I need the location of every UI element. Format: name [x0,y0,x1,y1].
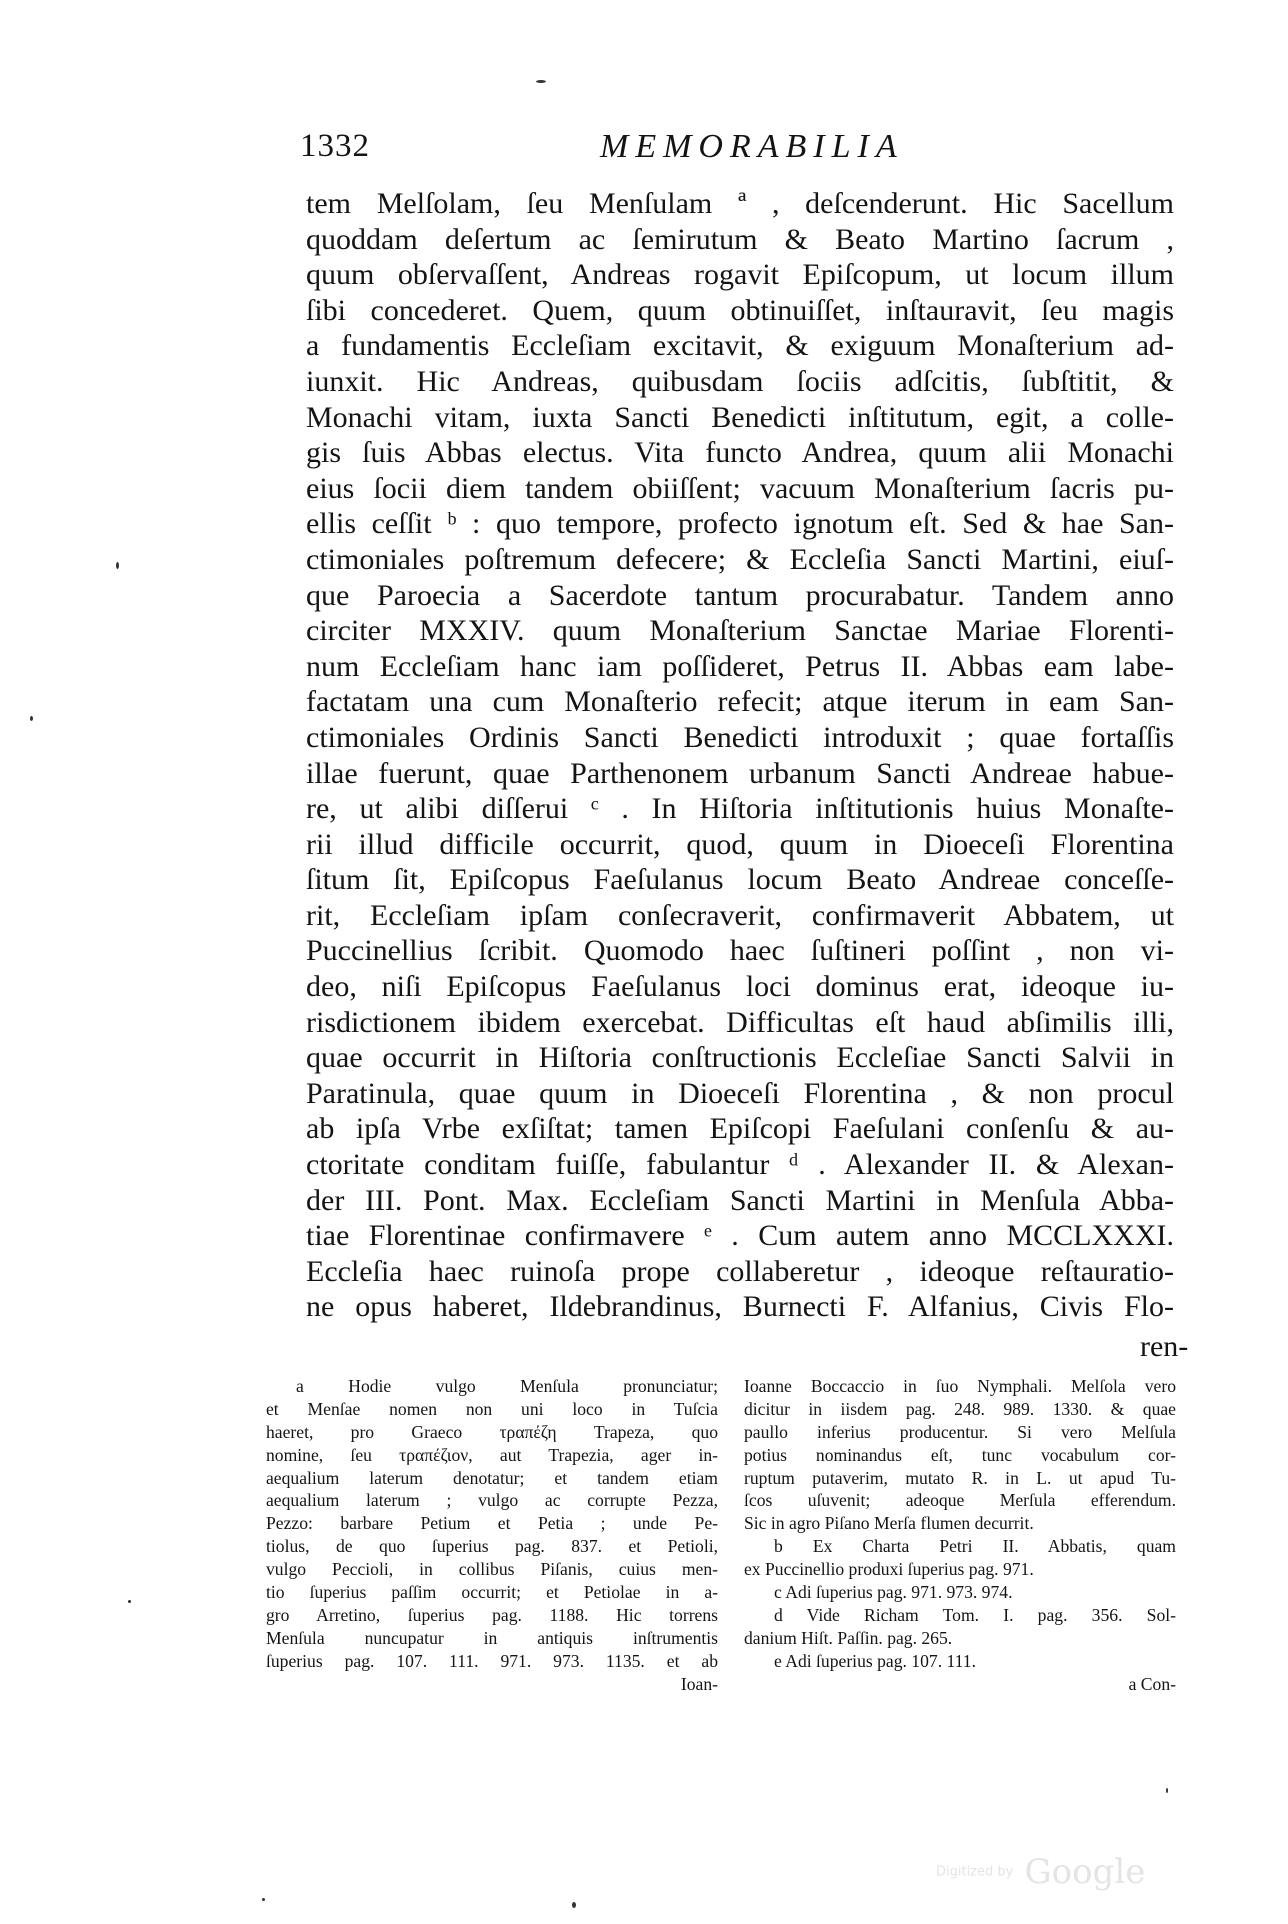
text-line: ctimoniales poſtremum defecere; & Eccleſia Sancti Martini, eiuſ- [306,542,1174,576]
text-line: tiae Florentinae confirmavere ᵉ . Cum autem anno MCCLXXXI. [306,1219,1174,1253]
text-line: tem Melſolam, ſeu Menſulam ª , deſcenderunt. Hic Sacellum [306,187,1174,220]
footnote-line: nomine, ſeu τραπέζιον, aut Trapezia, ager in- [266,1444,718,1465]
footnote-line: b Ex Charta Petri II. Abbatis, quam [774,1536,1176,1557]
footnote-line: dicitur in iisdem pag. 248. 989. 1330. & quae [744,1398,1176,1419]
text-line: ctimoniales Ordinis Sancti Benedicti introduxit ; quae fortaſſis [306,720,1174,754]
text-line: ab ipſa Vrbe exſiſtat; tamen Epiſcopi Faeſulani conſenſu & au- [306,1112,1174,1146]
text-line: num Eccleſiam hanc iam poſſideret, Petrus II. Abbas eam labe- [306,649,1174,683]
text-line: deo, niſi Epiſcopus Faeſulanus loci dominus erat, ideoque iu- [306,970,1174,1004]
text-line: a fundamentis Eccleſiam excitavit, & exiguum Monaſterium ad- [306,329,1174,363]
text-line: ellis ceſſit ᵇ : quo tempore, profecto ignotum eſt. Sed & hae San- [306,507,1174,541]
page-number: 1332 [300,128,370,164]
text-line: circiter MXXIV. quum Monaſterium Sanctae Mariae Florenti- [306,614,1174,648]
ink-speck [116,562,119,569]
footnote-line: potius nominandus eſt, tunc vocabulum cor- [744,1444,1176,1465]
text-line: Paratinula, quae quum in Dioeceſi Florentina , & non procul [306,1076,1174,1110]
footnote-line: aequalium laterum denotatur; et tandem etiam [266,1467,718,1488]
watermark-small-text: Digitized by [936,1864,1014,1880]
text-line: quoddam deſertum ac ſemirutum & Beato Martino ſacrum , [306,222,1174,256]
footnote-line: paullo inferius producentur. Si vero Melſula [744,1421,1176,1442]
ink-speck [536,80,546,83]
footnote-line: a Con- [1128,1673,1176,1694]
footnote-line: tio ſuperius paſſim occurrit; et Petiolae in a- [266,1582,718,1603]
footnote-line: ex Puccinellio produxi ſuperius pag. 971. [744,1559,1034,1580]
text-line: que Paroecia a Sacerdote tantum procurabatur. Tandem anno [306,578,1174,612]
text-line: rii illud difficile occurrit, quod, quum in Dioeceſi Florentina [306,827,1174,861]
watermark-logo-text: Google [1024,1852,1146,1892]
digitized-watermark [936,1852,1145,1892]
text-line: ſibi concederet. Quem, quum obtinuiſſet, inſtauravit, ſeu magis [306,293,1174,327]
text-line: eius ſocii diem tandem obiiſſent; vacuum Monaſterium ſacris pu- [306,471,1174,505]
footnote-line: a Hodie vulgo Menſula pronunciatur; [296,1376,718,1396]
footnote-line: ſuperius pag. 107. 111. 971. 973. 1135. et ab [266,1650,718,1671]
footnote-line: Sic in agro Piſano Merſa flumen decurrit. [744,1513,1034,1534]
footnotes-right-column [744,1375,1176,1695]
running-title: MEMORABILIA [600,128,904,165]
footnotes-left-column [266,1375,718,1695]
ink-speck [1166,1788,1168,1793]
text-line: factatam una cum Monaſterio refecit; atque iterum in eam San- [306,685,1174,719]
footnote-line: Pezzo: barbare Petium et Petia ; unde Pe- [266,1513,718,1534]
text-line: Eccleſia haec ruinoſa prope collaberetur , ideoque reſtauratio- [306,1254,1174,1288]
text-line: illae fuerunt, quae Parthenonem urbanum Sancti Andreae habue- [306,756,1174,790]
footnote-line: aequalium laterum ; vulgo ac corrupte Pezza, [266,1490,718,1511]
footnote-line: ſcos uſuvenit; adeoque Merſula efferendum. [744,1490,1176,1511]
text-line: Puccinellius ſcribit. Quomodo haec ſuſtineri poſſint , non vi- [306,934,1174,968]
page-header [300,128,1190,178]
text-line: quum obſervaſſent, Andreas rogavit Epiſcopum, ut locum illum [306,258,1174,292]
text-line: ctoritate conditam fuiſſe, fabulantur ᵈ . Alexander II. & Alexan- [306,1148,1174,1182]
text-line: iunxit. Hic Andreas, quibusdam ſociis adſcitis, ſubſtitit, & [306,364,1174,398]
ink-speck [572,1902,576,1908]
footnote-line: Menſula nuncupatur in antiquis inſtrumentis [266,1627,718,1648]
ink-speck [262,1898,265,1901]
ink-speck [30,716,33,721]
text-line: quae occurrit in Hiſtoria conſtructionis Eccleſiae Sancti Salvii in [306,1041,1174,1075]
text-line: re, ut alibi diſſerui ᶜ . In Hiſtoria inſtitutionis huius Monaſte- [306,792,1174,826]
text-line: gis ſuis Abbas electus. Vita functo Andrea, quum alii Monachi [306,436,1174,470]
text-line: Monachi vitam, iuxta Sancti Benedicti inſtitutum, egit, a colle- [306,400,1174,434]
footnote-line: Ioan- [680,1673,718,1694]
text-line: rit, Eccleſiam ipſam conſecraverit, confirmaverit Abbatem, ut [306,898,1174,932]
footnote-line: et Menſae nomen non uni loco in Tuſcia [266,1398,718,1419]
footnote-line: tiolus, de quo ſuperius pag. 837. et Petioli, [266,1536,718,1557]
footnote-line: vulgo Peccioli, in collibus Piſanis, cuius men- [266,1559,718,1580]
text-line: risdictionem ibidem exercebat. Difficultas eſt haud abſimilis illi, [306,1005,1174,1039]
text-line: ſitum ſit, Epiſcopus Faeſulanus locum Beato Andreae conceſſe- [306,863,1174,897]
catchword: ren- [1140,1330,1189,1363]
main-text-block [306,186,1174,1325]
footnote-line: Ioanne Boccaccio in ſuo Nymphali. Melſola vero [744,1376,1176,1396]
footnote-line: c Adi ſuperius pag. 971. 973. 974. [774,1582,1013,1603]
text-line: ne opus haberet, Ildebrandinus, Burnecti F. Alfanius, Civis Flo- [306,1290,1174,1324]
ink-speck [128,1600,131,1603]
footnote-line: danium Hiſt. Paſſin. pag. 265. [744,1627,953,1648]
footnote-line: e Adi ſuperius pag. 107. 111. [774,1650,976,1671]
footnote-line: haeret, pro Graeco τραπέζη Trapeza, quo [266,1421,718,1442]
footnote-line: ruptum putaverim, mutato R. in L. ut apud Tu- [744,1467,1176,1488]
footnote-line: gro Arretino, ſuperius pag. 1188. Hic torrens [266,1604,718,1625]
text-line: der III. Pont. Max. Eccleſiam Sancti Martini in Menſula Abba- [306,1183,1174,1217]
footnote-line: d Vide Richam Tom. I. pag. 356. Sol- [774,1604,1176,1625]
